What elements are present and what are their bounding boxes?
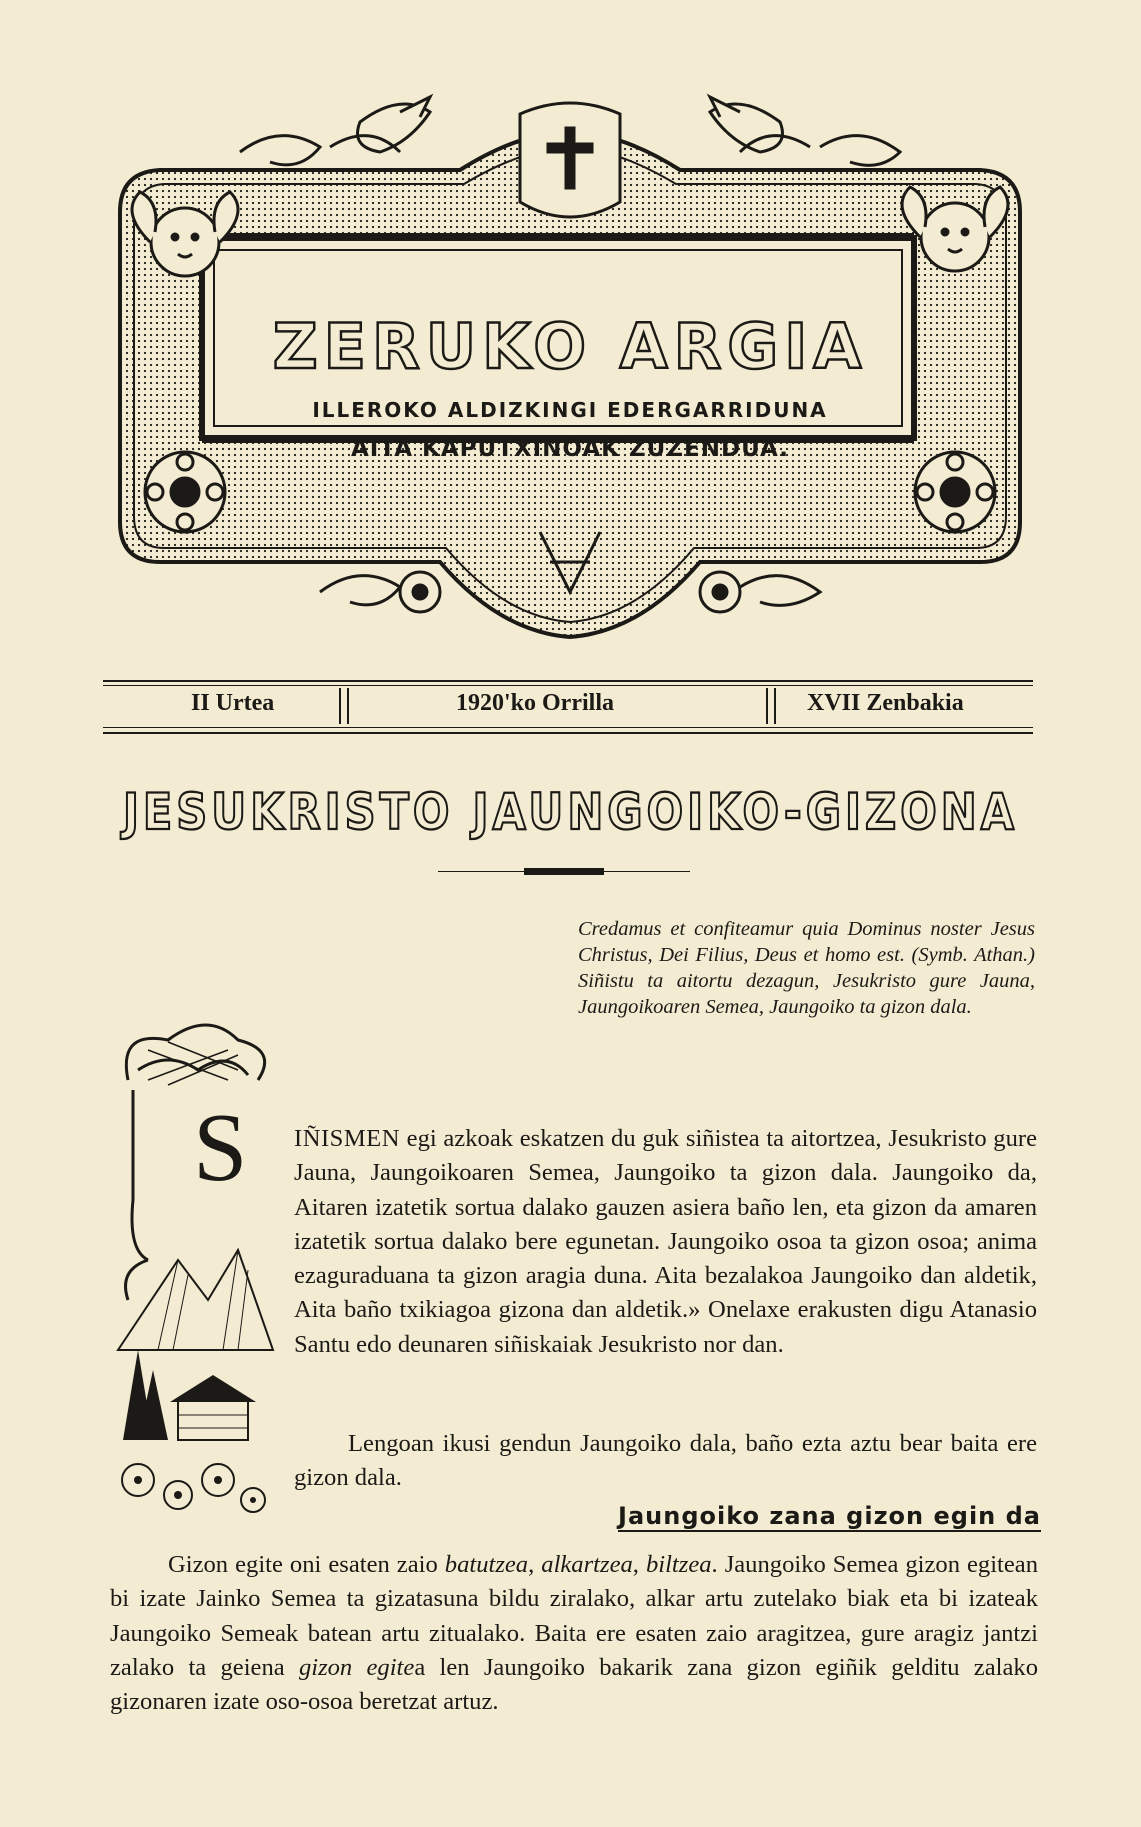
italic-term: batutzea [444, 1551, 529, 1578]
masthead-editors: AITA KAPUTXINOAK ZUZENDUA. [350, 436, 790, 462]
separator [766, 688, 776, 724]
epigraph: Credamus et confiteamur quia Dominus noster Jesus Christus, Dei Filius, Deus et homo est. (Symb. Athan.) Siñistu ta aitortu dezagun, Jesukristo gure Jauna, Jaungoikoaren Semea, Jaungoiko ta gizon dala. [578, 918, 1035, 1018]
bird-right [710, 97, 783, 152]
italic-term: alkartzea [541, 1551, 633, 1578]
text-run: a len Jaungoiko bakarik zana gizon egiñik gelditu zalako gizonaren izate oso-osoa beretzat artuz. [110, 1653, 1038, 1716]
rule [103, 680, 1033, 682]
masthead-title: ZERUKO ARGIA [272, 310, 868, 383]
rule [103, 727, 1033, 728]
paragraph-1-text: egi azkoak eskatzen du guk siñistea ta aitortzea, Jesukristo gure Jauna, Jaungoikoaren Semea, Jaungoiko ta gizon dala. Jaungoiko da, Aitaren izatetik sortua dalako gauzen asiera baño len, eta gizon da amaren izatetik sortua dalako bere egunetan. Jaungoiko osoa ta gizon osoa; anima ezaguraduana ta gizon aragia duna. Aita bezalakoa Jaungoiko dan aldetik, Aita baño txikiagoa gizona dan aldetik.» Onelaxe erakusten digu Atanasio Santu edo deunaren siñiskaiak Jesukristo nor dan. [294, 1125, 1037, 1358]
text-run: Gizon egite oni esaten zaio [168, 1551, 445, 1578]
text-run: , [632, 1551, 646, 1578]
article-headline: JESUKRISTO JAUNGOIKO-GIZONA [122, 784, 1019, 842]
issue-number: XVII Zenbakia [807, 690, 964, 716]
drop-cap: S [193, 1094, 248, 1202]
paragraph-1-lead: IÑISMEN [294, 1125, 400, 1152]
issue-year: II Urtea [191, 690, 275, 716]
paragraph-1 [294, 1122, 1037, 1362]
bird-left [358, 97, 431, 152]
text-run: . Jaungoiko Semea gizon egitean bi izate Jainko Semea ta gizatasuna bildu ziralako, alkar artu zutelako biak eta bi izateak Jaungoiko Semeak batean artu zitualako. Baita ere esaten zaio aragitzea, gure aragiz jantzi zalako ta geiena [110, 1551, 1039, 1681]
rosette-bottom-left [400, 572, 440, 612]
cross-shield [520, 103, 620, 217]
issue-date: 1920'ko Orrilla [456, 690, 614, 716]
rosette-bottom-right [700, 572, 740, 612]
paragraph-3 [110, 1548, 1038, 1719]
italic-term: biltzea [645, 1551, 712, 1578]
italic-term: gizon egite [298, 1653, 415, 1681]
rosette-right [915, 452, 995, 532]
rule [103, 732, 1033, 734]
text-run: , [528, 1551, 542, 1578]
rosette-left [145, 452, 225, 532]
rule [103, 685, 1033, 686]
section-subheading: Jaungoiko zana gizon egin da [618, 1502, 1041, 1530]
issue-info-bar [103, 680, 1033, 736]
ornamental-rule [438, 868, 690, 876]
masthead [100, 92, 1040, 652]
masthead-subtitle: ILLEROKO ALDIZKINGI EDERGARRIDUNA [312, 398, 828, 422]
paragraph-2: Lengoan ikusi gendun Jaungoiko dala, baño ezta aztu bear baita ere gizon dala. [294, 1430, 1037, 1492]
separator [339, 688, 349, 724]
